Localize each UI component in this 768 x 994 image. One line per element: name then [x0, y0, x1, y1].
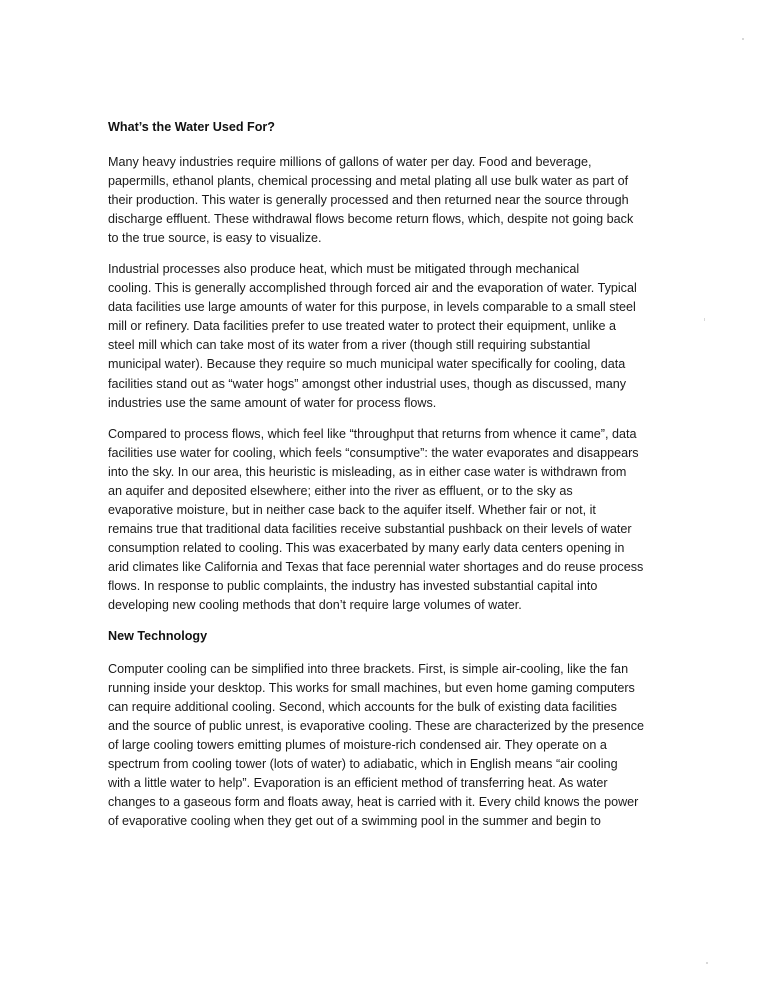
- text-line: Compared to process flows, which feel like “throughput that returns from whence it came”, data: [108, 426, 637, 441]
- text-line: facilities use water for cooling, which feels “consumptive”: the water evaporates and disappears: [108, 445, 639, 460]
- paragraph-heavy-industries: [108, 153, 678, 248]
- text-line: municipal water). Because they require so much municipal water specifically for cooling, data: [108, 357, 626, 372]
- text-line: cooling. This is generally accomplished through forced air and the evaporation of water. Typical: [108, 281, 637, 296]
- text-line: arid climates like California and Texas that face perennial water shortages and do reuse process: [108, 559, 644, 574]
- paragraph-process-flows: [108, 425, 678, 615]
- text-line: of large cooling towers emitting plumes of moisture-rich condensed air. They operate on a: [108, 738, 607, 753]
- text-line: Many heavy industries require millions of gallons of water per day. Food and beverage,: [108, 155, 592, 169]
- text-line: consumption related to cooling. This was exacerbated by many early data centers opening in: [108, 540, 625, 555]
- text-line: to the true source, is easy to visualize.: [108, 231, 322, 246]
- text-line: data facilities use large amounts of water for this purpose, in levels comparable to a small steel: [108, 300, 636, 315]
- text-line: Computer cooling can be simplified into three brackets. First, is simple air-cooling, like the fan: [108, 662, 629, 677]
- text-line: running inside your desktop. This works for small machines, but even home gaming computers: [108, 681, 635, 696]
- text-line: evaporative moisture, but in neither case back to the aquifer itself. Whether fair or not, it: [108, 502, 596, 517]
- text-line: remains true that traditional data facilities receive substantial pushback on their levels of water: [108, 521, 632, 536]
- text-line: developing new cooling methods that don’t require large volumes of water.: [108, 598, 522, 613]
- text-line: their production. This water is generally processed and then returned near the source through: [108, 193, 629, 208]
- text-line: changes to a gaseous form and floats away, heat is carried with it. Every child knows the power: [108, 795, 639, 810]
- text-line: can require additional cooling. Second, which accounts for the bulk of existing data facilities: [108, 700, 617, 715]
- text-line: steel mill which can take most of its water from a river (though still requiring substantial: [108, 338, 591, 353]
- section-heading-water-use: What’s the Water Used For?: [108, 120, 275, 134]
- text-line: and the source of public unrest, is evaporative cooling. These are characterized by the presence: [108, 719, 645, 734]
- text-line: of evaporative cooling when they get out of a swimming pool in the summer and begin to: [108, 814, 601, 829]
- document-page: [108, 118, 678, 844]
- text-line: papermills, ethanol plants, chemical processing and metal plating all use bulk water as part of: [108, 174, 629, 189]
- text-line: into the sky. In our area, this heuristic is misleading, as in either case water is withdrawn from: [108, 464, 627, 479]
- text-line: flows. In response to public complaints, the industry has invested substantial capital into: [108, 578, 598, 593]
- text-line: an aquifer and deposited elsewhere; either into the river as effluent, or to the sky as: [108, 483, 573, 498]
- text-line: Industrial processes also produce heat, which must be mitigated through mechanical: [108, 262, 580, 277]
- text-line: industries use the same amount of water for process flows.: [108, 395, 437, 410]
- paragraph-industrial-heat: [108, 260, 678, 412]
- text-line: discharge effluent. These withdrawal flows become return flows, which, despite not going back: [108, 212, 634, 227]
- text-line: mill or refinery. Data facilities prefer to use treated water to protect their equipment, unlike a: [108, 319, 616, 334]
- paragraph-computer-cooling: [108, 660, 678, 831]
- text-line: with a little water to help”. Evaporation is an efficient method of transferring heat. As water: [108, 776, 608, 791]
- scan-speck: [706, 962, 708, 964]
- scan-speck: [742, 38, 744, 40]
- section-heading-new-technology: New Technology: [108, 629, 208, 644]
- text-line: spectrum from cooling tower (lots of water) to adiabatic, which in English means “air cooling: [108, 757, 618, 772]
- scan-speck: [704, 318, 705, 321]
- text-line: facilities stand out as “water hogs” amongst other industrial uses, though as discussed, many: [108, 376, 627, 391]
